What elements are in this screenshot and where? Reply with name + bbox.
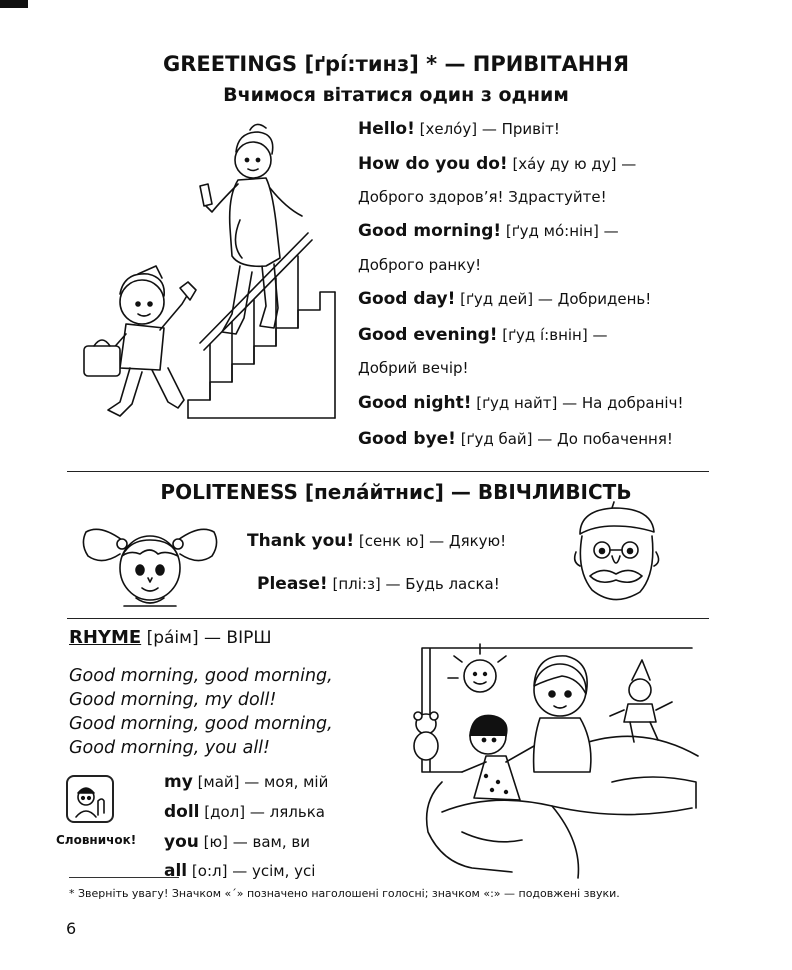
greeting-phrase: How do you do! [ха́у ду ю ду] —: [358, 154, 637, 174]
dictionary-icon: [66, 775, 114, 823]
rhyme-line: Good morning, you all!: [69, 738, 271, 758]
politeness-phrase: Thank you! [сенк ю] — Дякую!: [247, 531, 507, 551]
section-subtitle-greetings: Вчимося вітатися один з одним: [223, 84, 569, 106]
greetings-illustration: [80, 118, 340, 436]
vocab-item: you [ю] — вам, ви: [164, 832, 310, 852]
rhyme-verse: [69, 664, 333, 760]
vocab-item: my [май] — моя, мій: [164, 772, 329, 792]
rhyme-illustration: [402, 632, 702, 882]
greeting-phrase: Hello! [хелóу] — Привіт!: [358, 119, 560, 139]
footnote: * Зверніть увагу! Значком «´» позначено наголошені голосні; значком «:» — подовжені звуки.: [69, 887, 620, 900]
section-title-greetings: GREETINGS [ґрі́:тинз] * — ПРИВІТАННЯ: [162, 52, 630, 76]
section-divider: [67, 618, 709, 619]
greeting-phrase: Good day! [ґуд дей] — Добридень!: [358, 289, 652, 309]
grandpa-illustration: [566, 500, 666, 612]
greeting-translation: Доброго ранку!: [358, 256, 482, 274]
page-number: 6: [66, 919, 77, 938]
rhyme-line: Good morning, my doll!: [69, 690, 277, 710]
dictionary-label: Словничок!: [56, 833, 137, 847]
greeting-translation: Добрий вечір!: [358, 359, 469, 377]
rhyme-line: Good morning, good morning,: [69, 666, 333, 686]
rhyme-line: Good morning, good morning,: [69, 714, 333, 734]
girl-illustration: [80, 510, 220, 615]
politeness-phrase: Please! [плі:з] — Будь ласка!: [257, 574, 500, 594]
vocab-item: all [о:л] — усім, усі: [164, 861, 316, 881]
greeting-phrase: Good bye! [ґуд бай] — До побачення!: [358, 429, 673, 449]
section-divider: [67, 471, 709, 472]
section-title-politeness: POLITENESS [пела́йтнис] — ВВІЧЛИВІСТЬ: [160, 480, 632, 504]
vocab-item: doll [дол] — лялька: [164, 802, 325, 822]
greeting-phrase: Good evening! [ґуд і́:внін] —: [358, 325, 608, 345]
greeting-translation: Доброго здоров’я! Здрастуйте!: [358, 188, 607, 206]
footnote-separator: [69, 877, 179, 878]
greeting-phrase: Good morning! [ґуд мо́:нін] —: [358, 221, 619, 241]
corner-mark: [0, 0, 28, 8]
rhyme-heading: RHYME [ра́ім] — ВІРШ: [69, 627, 272, 648]
greeting-phrase: Good night! [ґуд найт] — На добраніч!: [358, 393, 684, 413]
